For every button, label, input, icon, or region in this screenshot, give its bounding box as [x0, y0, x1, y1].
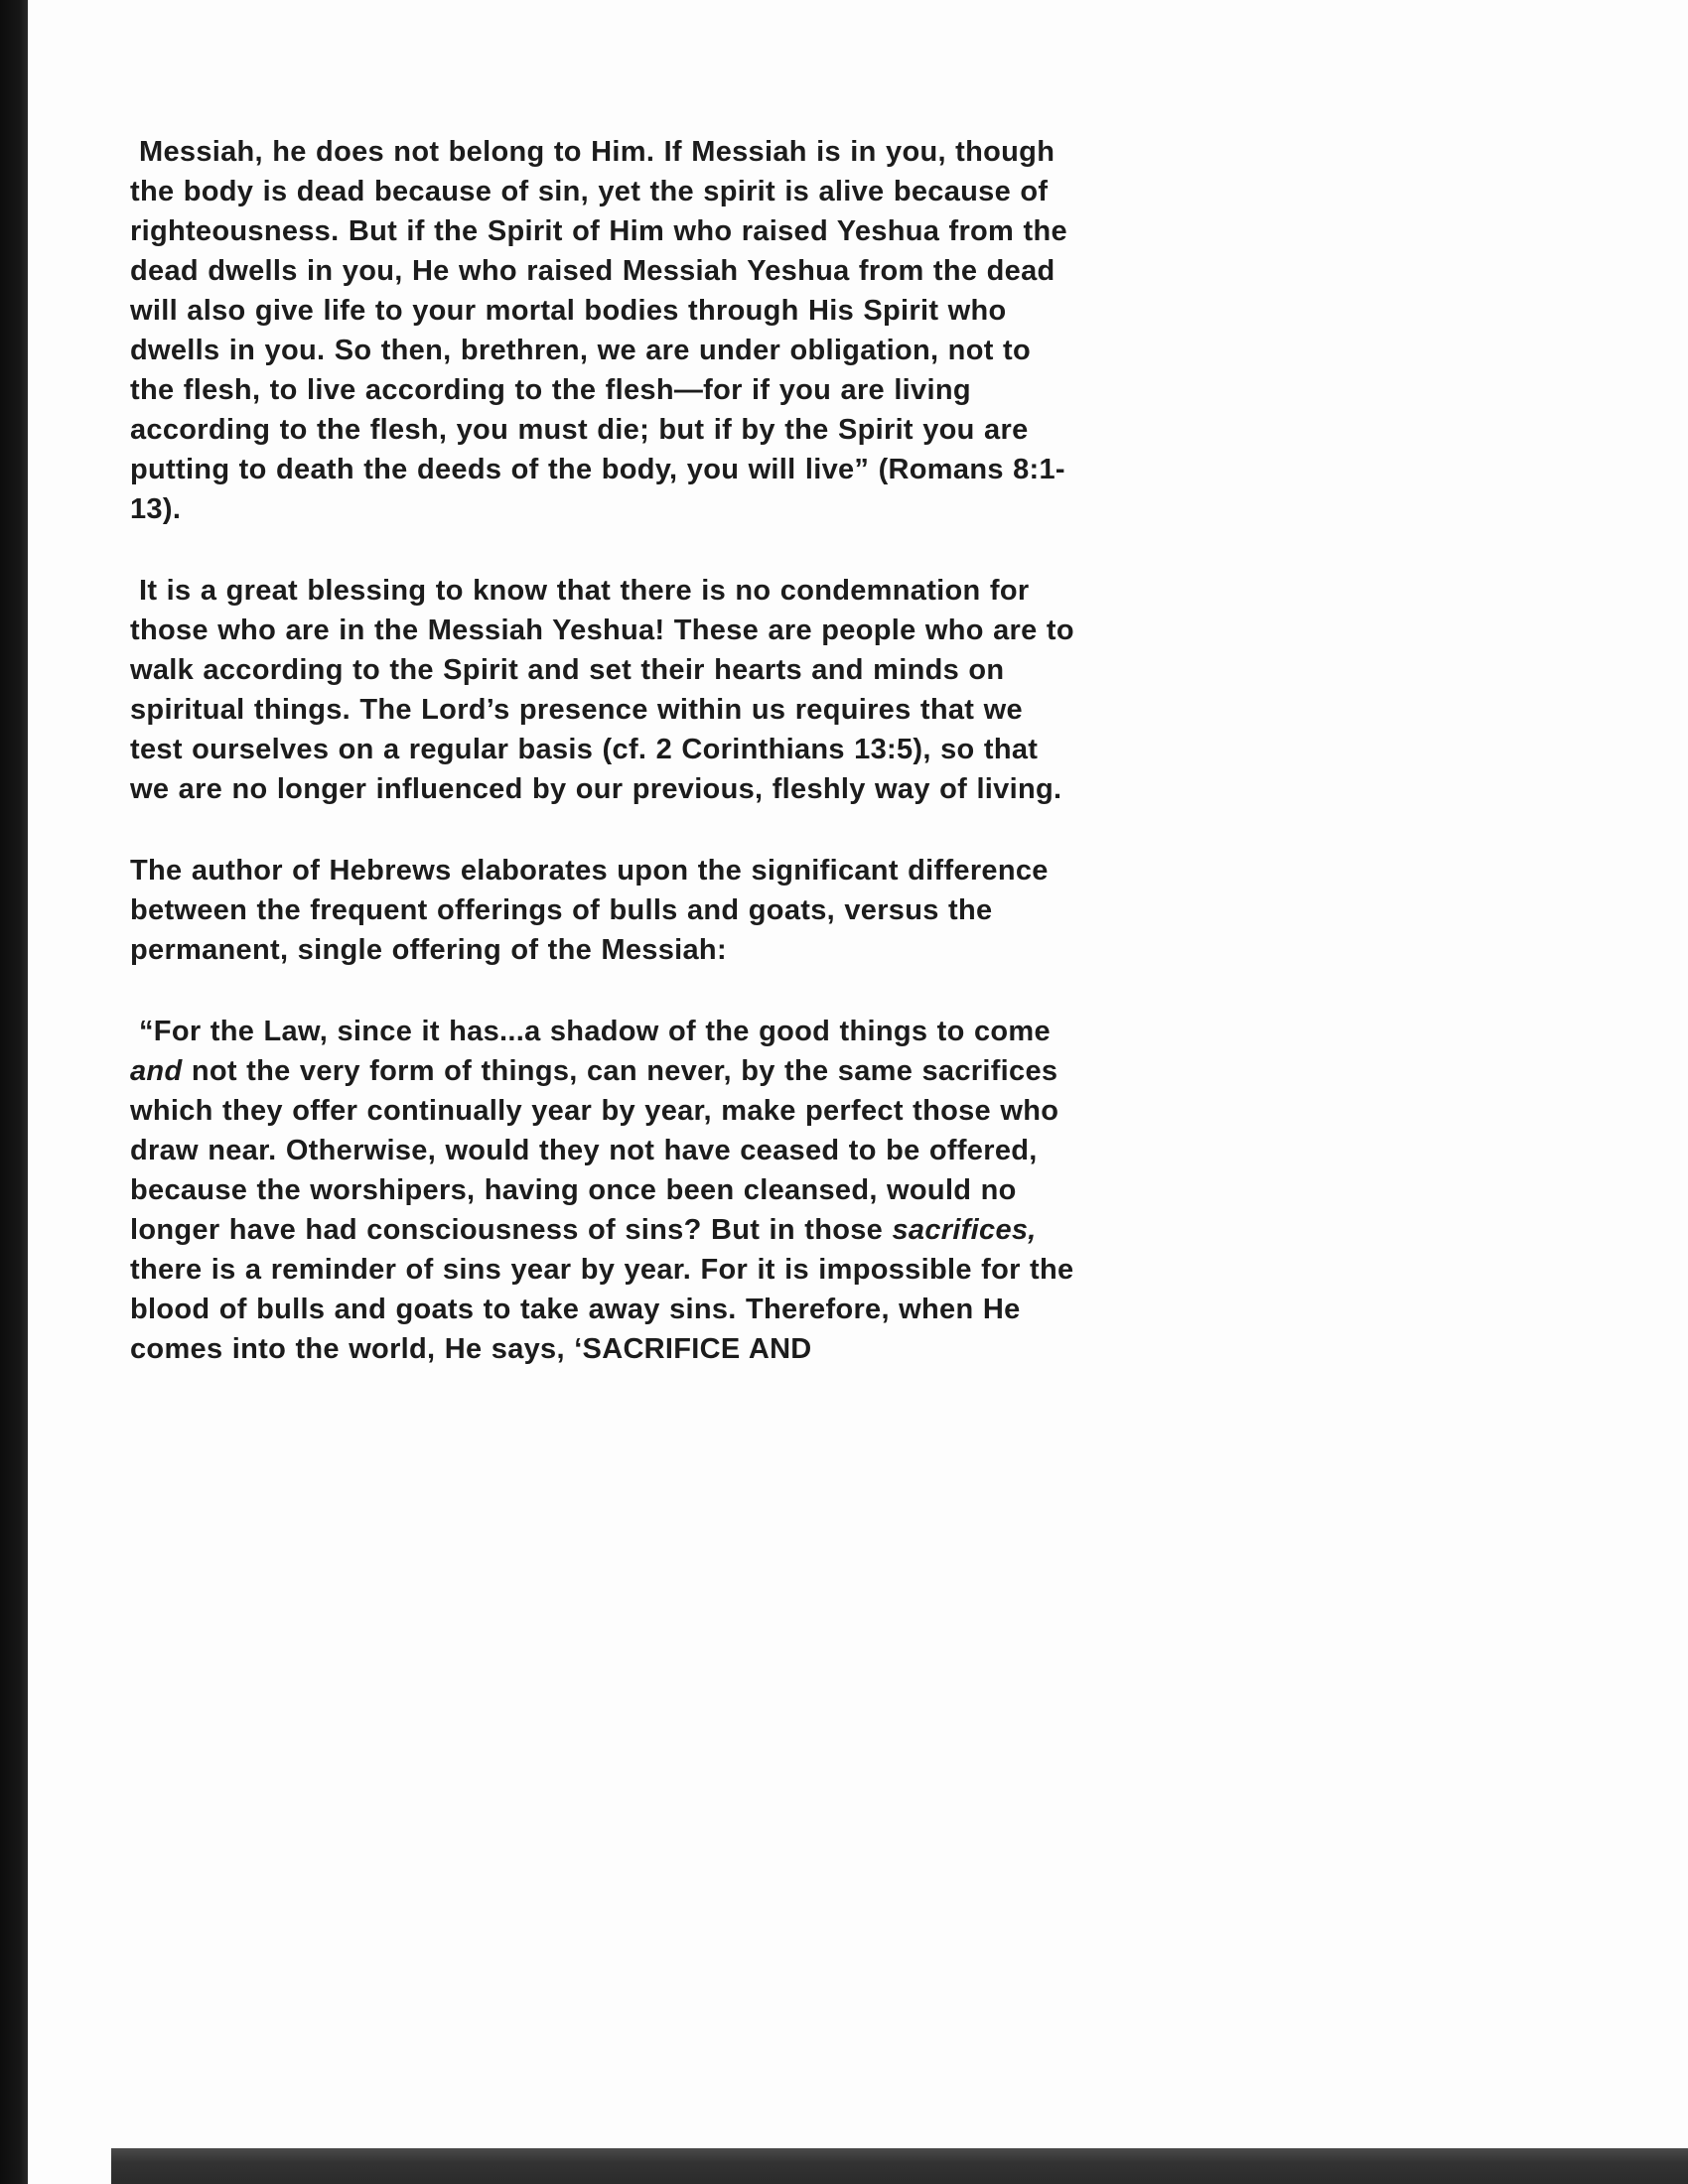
paragraph	[130, 132, 1075, 529]
paragraph-segment-italic: sacrifices,	[892, 1214, 1037, 1246]
text-block	[130, 132, 1075, 1411]
scan-edge-bottom	[111, 2148, 1688, 2184]
paragraph-segment: there is a reminder of sins year by year. For it is impossible for the blood of bulls and goats to take away sins. Therefore, when He comes into the world, He says, ‘SACRIFICE AND	[130, 1254, 1074, 1365]
paragraph-segment: not the very form of things, can never, by the same sacrifices which they offer continually year by year, make perfect those who draw near. Otherwise, would they not have ceased to be offered, because the worshipers, having once been cleansed, would no longer have had consciousness of sins? But in those	[130, 1055, 1059, 1246]
paragraph-segment: It is a great blessing to know that there is no condemnation for those who are in the Messiah Yeshua! These are people who are to walk according to the Spirit and set their hearts and minds on spiritual things. The Lord’s presence within us requires that we test ourselves on a regular basis (cf. 2 Corinthians 13:5), so that we are no longer influenced by our previous, fleshly way of living.	[130, 575, 1074, 805]
paragraph-segment: “For the Law, since it has...a shadow of the good things to come	[139, 1016, 1051, 1047]
paragraph-segment: Messiah, he does not belong to Him. If Messiah is in you, though the body is dead because of sin, yet the spirit is alive because of righteousness. But if the Spirit of Him who raised Yeshua from the dead dwells in you, He who raised Messiah Yeshua from the dead will also give life to your mortal bodies through His Spirit who dwells in you. So then, brethren, we are under obligation, not to the flesh, to live according to the flesh—for if you are living according to the flesh, you must die; but if by the Spirit you are putting to death the deeds of the body, you will live” (Romans 8:1-13).	[130, 136, 1067, 525]
scan-edge-left	[0, 0, 28, 2184]
paragraph-segment: The author of Hebrews elaborates upon the significant difference between the frequent offerings of bulls and goats, versus the permanent, single offering of the Messiah:	[130, 855, 1049, 966]
paragraph	[130, 851, 1075, 970]
paragraph	[130, 1012, 1075, 1369]
paragraph-segment-italic: and	[130, 1055, 183, 1087]
paragraph	[130, 571, 1075, 809]
